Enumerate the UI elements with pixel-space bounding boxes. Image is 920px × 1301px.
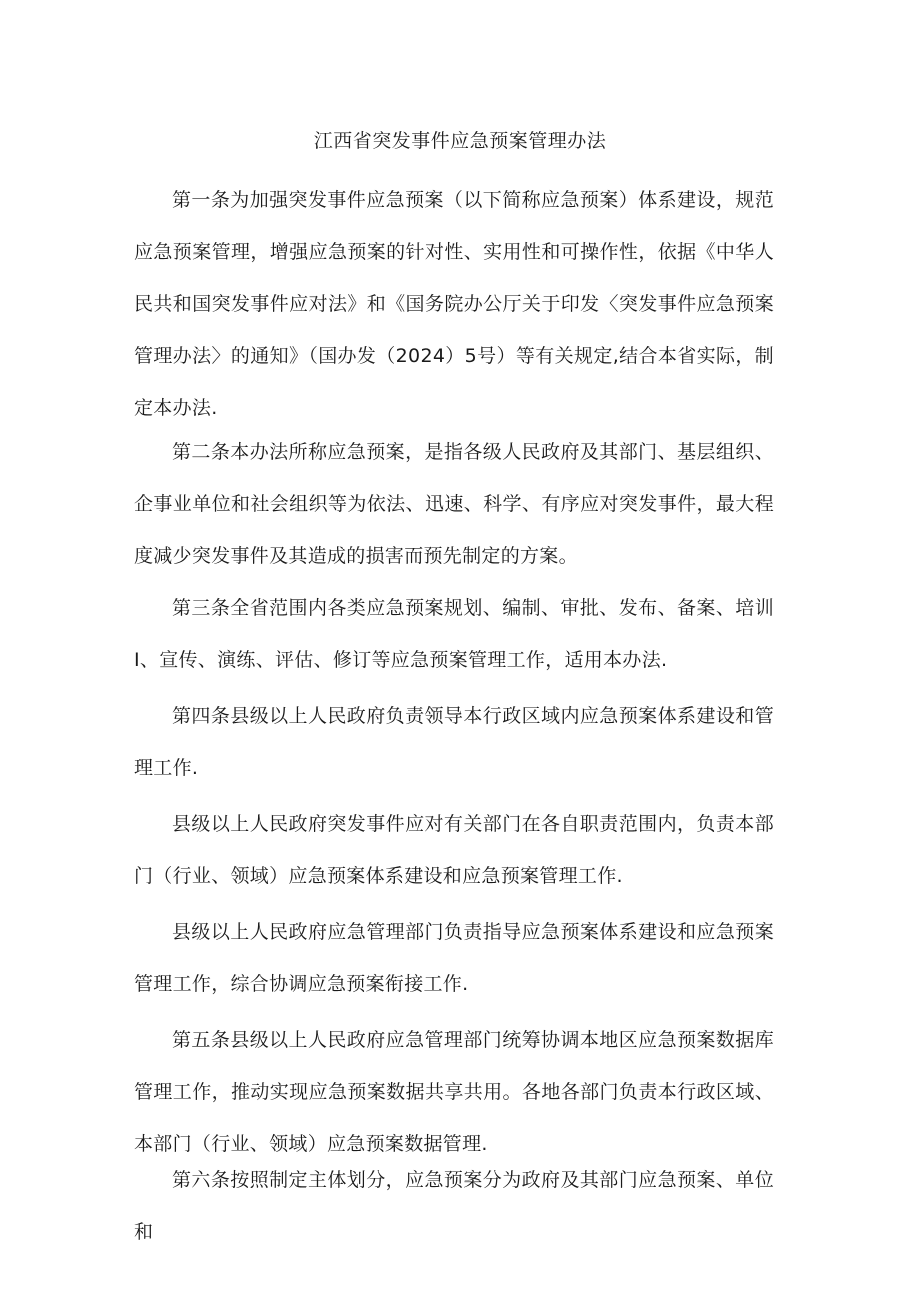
article-3-paragraph: 第三条全省范围内各类应急预案规划、编制、审批、发布、备案、培训I、宣传、演练、评估、修订等应急预案管理工作，适用本办法. [134, 597, 774, 671]
article-6-paragraph: 第六条按照制定主体划分，应急预案分为政府及其部门应急预案、单位和 [134, 1169, 774, 1243]
article-4-departments-paragraph: 县级以上人民政府突发事件应对有关部门在各自职责范围内，负责本部门（行业、领域）应急预案体系建设和应急预案管理工作. [134, 813, 774, 887]
document-title: 江西省突发事件应急预案管理办法 [313, 130, 607, 152]
article-1-paragraph: 第一条为加强突发事件应急预案（以下简称应急预案）体系建设，规范应急预案管理，增强应急预案的针对性、实用性和可操作性，依据《中华人民共和国突发事件应对法》和《国务院办公厅关于印发〈突发事件应急预案管理办法〉的通知》（国办发（2024）5号）等有关规定,结合本省实际，制定本办法. [134, 189, 774, 419]
article-4-emergency-management-paragraph: 县级以上人民政府应急管理部门负责指导应急预案体系建设和应急预案管理工作，综合协调应急预案衔接工作. [134, 921, 774, 995]
article-2-paragraph: 第二条本办法所称应急预案，是指各级人民政府及其部门、基层组织、企事业单位和社会组织等为依法、迅速、科学、有序应对突发事件，最大程度减少突发事件及其造成的损害而预先制定的方案。 [134, 441, 774, 567]
article-5-paragraph: 第五条县级以上人民政府应急管理部门统筹协调本地区应急预案数据库管理工作，推动实现应急预案数据共享共用。各地各部门负责本行政区域、本部门（行业、领域）应急预案数据管理. [134, 1029, 774, 1155]
article-4-paragraph: 第四条县级以上人民政府负责领导本行政区域内应急预案体系建设和管理工作. [134, 705, 774, 779]
